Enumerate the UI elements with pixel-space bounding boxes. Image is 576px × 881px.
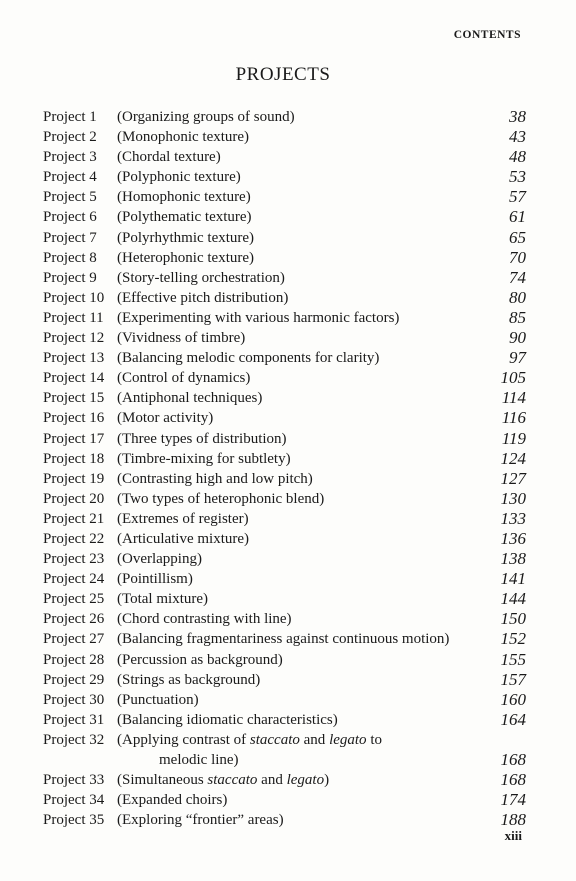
- project-description: (Organizing groups of sound): [117, 109, 295, 125]
- running-head: CONTENTS: [453, 29, 521, 41]
- project-row: [43, 549, 526, 569]
- project-description: (Timbre-mixing for subtlety): [117, 450, 291, 467]
- page-number: 119: [501, 428, 526, 448]
- page-number: 144: [500, 589, 526, 609]
- project-description: (Punctuation): [117, 691, 199, 708]
- project-description: (Chordal texture): [117, 149, 221, 166]
- page-number: 160: [500, 689, 526, 709]
- project-number: Project 9: [43, 269, 97, 286]
- page-number: 152: [500, 629, 526, 649]
- project-number: Project 33: [43, 772, 105, 789]
- project-number: Project 2: [43, 129, 97, 146]
- project-row: [43, 429, 526, 449]
- page-number: 157: [500, 669, 526, 689]
- page-number: 80: [509, 287, 526, 307]
- page-number: 38: [509, 107, 526, 126]
- page-number: 74: [509, 267, 526, 287]
- project-row: [43, 650, 526, 670]
- project-number: Project 4: [43, 169, 97, 186]
- page-folio: xiii: [504, 828, 522, 843]
- page-number: 97: [509, 348, 526, 368]
- project-description: (Three types of distribution): [117, 430, 287, 447]
- project-description: (Polythematic texture): [117, 209, 252, 226]
- project-number: Project 17: [43, 430, 105, 447]
- project-description: (Balancing idiomatic characteristics): [117, 711, 338, 728]
- project-row: [43, 509, 526, 529]
- project-number: Project 32: [43, 731, 105, 748]
- project-number: Project 31: [43, 711, 105, 728]
- page-number: 133: [500, 508, 526, 528]
- page-title: PROJECTS: [235, 64, 331, 85]
- project-description: (Extremes of register): [117, 510, 249, 527]
- projects-list: [43, 107, 526, 830]
- project-number: Project 29: [43, 671, 105, 688]
- project-description: (Simultaneous staccato and legato): [117, 772, 330, 789]
- page-number: 57: [509, 187, 526, 207]
- project-row: [43, 268, 526, 288]
- project-number: Project 30: [43, 691, 105, 708]
- project-description: (Articulative mixture): [117, 530, 250, 547]
- project-number: Project 6: [43, 209, 97, 226]
- project-row: [43, 629, 526, 649]
- project-number: Project 24: [43, 571, 105, 588]
- project-description: (Balancing fragmentariness against continuous motion): [117, 631, 450, 648]
- project-description: (Homophonic texture): [117, 189, 251, 206]
- project-number: Project 18: [43, 450, 105, 467]
- project-row: [43, 710, 526, 730]
- page-number: 70: [509, 247, 526, 267]
- project-row: [43, 248, 526, 268]
- project-row: [43, 207, 526, 227]
- page-number: 138: [500, 549, 526, 569]
- project-description: (Overlapping): [117, 551, 202, 568]
- project-description: (Expanded choirs): [117, 792, 228, 809]
- project-row: [43, 388, 526, 408]
- project-description: (Contrasting high and low pitch): [117, 470, 313, 487]
- project-number: Project 28: [43, 651, 105, 668]
- project-row: [43, 107, 526, 127]
- project-description: (Motor activity): [117, 410, 214, 427]
- project-row: [43, 589, 526, 609]
- project-number: Project 10: [43, 289, 105, 306]
- project-row: [43, 790, 526, 810]
- project-row: [43, 810, 526, 830]
- project-row: [43, 308, 526, 328]
- project-row: [43, 127, 526, 147]
- project-description: (Polyrhythmic texture): [117, 229, 255, 246]
- page-number: 188: [500, 810, 526, 830]
- project-row: [43, 167, 526, 187]
- page-number: 130: [500, 488, 526, 508]
- page-number: 53: [509, 167, 526, 187]
- project-number: Project 13: [43, 350, 105, 367]
- project-number: Project 26: [43, 611, 105, 628]
- project-number: Project 20: [43, 490, 105, 507]
- project-row: [43, 449, 526, 469]
- page-number: 127: [500, 468, 526, 488]
- project-description: (Total mixture): [117, 591, 209, 608]
- project-number: Project 34: [43, 792, 105, 809]
- project-description: (Control of dynamics): [117, 370, 251, 387]
- page-number: 150: [500, 609, 526, 629]
- project-number: Project 21: [43, 510, 105, 527]
- project-description: (Balancing melodic components for clarity): [117, 350, 380, 367]
- project-number: Project 1: [43, 109, 97, 125]
- page-number: 155: [500, 649, 526, 669]
- project-description: (Exploring “frontier” areas): [117, 812, 284, 829]
- project-description: (Effective pitch distribution): [117, 289, 289, 306]
- project-description: (Percussion as background): [117, 651, 283, 668]
- project-description: (Pointillism): [117, 571, 193, 588]
- project-row: [43, 469, 526, 489]
- project-description: (Vividness of timbre): [117, 330, 246, 347]
- project-row: [43, 529, 526, 549]
- page-number: 90: [509, 328, 526, 348]
- project-row: [43, 730, 526, 770]
- page-number: 141: [500, 569, 526, 589]
- project-number: Project 14: [43, 370, 105, 387]
- project-description-continued: melodic line): [159, 752, 239, 768]
- project-description: (Experimenting with various harmonic factors): [117, 309, 400, 326]
- project-row: [43, 328, 526, 348]
- project-number: Project 19: [43, 470, 105, 487]
- page-number: 105: [500, 368, 526, 388]
- project-number: Project 22: [43, 530, 105, 547]
- project-row: [43, 288, 526, 308]
- project-number: Project 12: [43, 330, 105, 347]
- project-row: [43, 368, 526, 388]
- project-number: Project 15: [43, 390, 105, 407]
- page-number: 43: [509, 127, 526, 147]
- project-description: (Polyphonic texture): [117, 169, 241, 186]
- page-number: 48: [509, 147, 526, 167]
- project-description: (Heterophonic texture): [117, 249, 255, 266]
- page-number: 114: [501, 388, 526, 408]
- project-number: Project 23: [43, 551, 105, 568]
- page-number: 85: [509, 307, 526, 327]
- page-number: 65: [509, 227, 526, 247]
- project-row: [43, 147, 526, 167]
- page-number: 61: [509, 207, 526, 227]
- page-number: 168: [500, 750, 526, 769]
- project-row: [43, 408, 526, 428]
- project-row: [43, 187, 526, 207]
- project-number: Project 25: [43, 591, 105, 608]
- project-number: Project 35: [43, 812, 105, 829]
- project-number: Project 27: [43, 631, 105, 648]
- project-number: Project 16: [43, 410, 105, 427]
- project-number: Project 7: [43, 229, 97, 246]
- project-number: Project 8: [43, 249, 97, 266]
- page-number: 164: [500, 709, 526, 729]
- project-row: [43, 348, 526, 368]
- project-row: [43, 228, 526, 248]
- project-description: (Chord contrasting with line): [117, 611, 292, 628]
- project-description: (Monophonic texture): [117, 129, 250, 146]
- project-row: [43, 489, 526, 509]
- page-number: 168: [500, 770, 526, 790]
- project-number: Project 5: [43, 189, 97, 206]
- project-description: (Applying contrast of staccato and legato to melodic line): [117, 730, 382, 750]
- page-number: 116: [501, 408, 526, 428]
- project-row: [43, 609, 526, 629]
- project-description: (Two types of heterophonic blend): [117, 490, 325, 507]
- project-row: [43, 770, 526, 790]
- page-number: 136: [500, 528, 526, 548]
- project-row: [43, 670, 526, 690]
- project-number: Project 11: [43, 309, 104, 326]
- project-number: Project 3: [43, 149, 97, 166]
- project-row: [43, 569, 526, 589]
- project-row: [43, 690, 526, 710]
- project-description: (Strings as background): [117, 671, 261, 688]
- page-number: 174: [500, 790, 526, 810]
- page-number: 124: [500, 448, 526, 468]
- project-description: (Story-telling orchestration): [117, 269, 285, 286]
- project-description: (Antiphonal techniques): [117, 390, 263, 407]
